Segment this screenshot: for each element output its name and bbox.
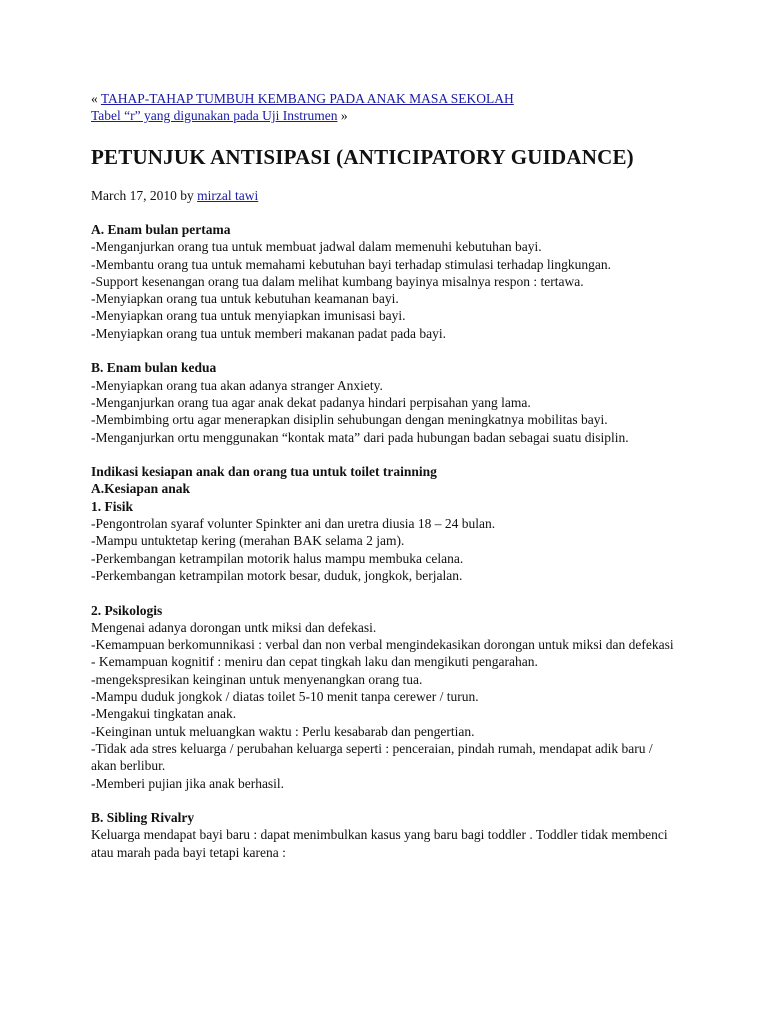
section-toilet-training	[91, 463, 681, 584]
paragraph: Keluarga mendapat bayi baru : dapat menimbulkan kasus yang baru bagi toddler . Toddler tidak membenci atau marah pada bayi tetapi karena :	[91, 827, 668, 860]
section-heading: B. Sibling Rivalry	[91, 810, 195, 826]
list-item: -Menganjurkan orang tua untuk membuat jadwal dalam memenuhi kebutuhan bayi.	[91, 239, 542, 255]
section-sibling-rivalry	[91, 809, 681, 861]
section-heading: 2. Psikologis	[91, 602, 163, 618]
subsection-heading: A.Kesiapan anak	[91, 481, 191, 497]
post-title: PETUNJUK ANTISIPASI (ANTICIPATORY GUIDANCE)	[91, 145, 634, 169]
list-item: -Perkembangan ketrampilan motorik halus mampu membuka celana.	[91, 550, 464, 566]
section-heading: B. Enam bulan kedua	[91, 360, 217, 376]
list-item: Mengenai adanya dorongan untk miksi dan defekasi.	[91, 619, 377, 635]
post-date: March 17, 2010 by	[91, 188, 198, 203]
prev-arrow: «	[91, 91, 101, 106]
list-item: -Kemampuan berkomunnikasi : verbal dan non verbal mengindekasikan dorongan untuk miksi dan defekasi	[91, 637, 674, 653]
list-item: -Menyiapkan orang tua untuk kebutuhan keamanan bayi.	[91, 291, 399, 307]
post-meta	[91, 187, 258, 204]
list-item: -Mampu duduk jongkok / diatas toilet 5-10 menit tanpa cerewer / turun.	[91, 689, 479, 705]
list-item: -Menyiapkan orang tua untuk menyiapkan imunisasi bayi.	[91, 308, 406, 324]
subsection-heading: 1. Fisik	[91, 498, 134, 514]
list-item: -Menganjurkan ortu menggunakan “kontak mata” dari pada hubungan badan sebagai suatu disiplin.	[91, 429, 629, 445]
section-enam-bulan-kedua	[91, 359, 681, 445]
section-heading: A. Enam bulan pertama	[91, 222, 231, 237]
next-arrow: »	[337, 108, 348, 123]
next-post-row	[91, 107, 681, 124]
list-item: -Menyiapkan orang tua akan adanya stranger Anxiety.	[91, 377, 383, 393]
post-navigation	[91, 90, 681, 124]
list-item: -mengekspresikan keinginan untuk menyenangkan orang tua.	[91, 671, 423, 687]
section-enam-bulan-pertama	[91, 221, 681, 342]
list-item: -Mengakui tingkatan anak.	[91, 706, 237, 722]
list-item: -Menganjurkan orang tua agar anak dekat padanya hindari perpisahan yang lama.	[91, 394, 531, 410]
list-item: -Keinginan untuk meluangkan waktu : Perlu kesabarab dan pengertian.	[91, 723, 475, 739]
prev-post-row	[91, 90, 681, 107]
list-item: -Membantu orang tua untuk memahami kebutuhan bayi terhadap stimulasi terhadap lingkungan.	[91, 256, 611, 272]
list-item: -Tidak ada stres keluarga / perubahan keluarga seperti : penceraian, pindah rumah, mendapat adik baru / akan berlibur.	[91, 740, 653, 774]
list-item: -Perkembangan ketrampilan motork besar, duduk, jongkok, berjalan.	[91, 567, 463, 583]
list-item: -Menyiapkan orang tua untuk memberi makanan padat pada bayi.	[91, 325, 447, 341]
author-link[interactable]: mirzal tawi	[197, 188, 259, 203]
list-item: -Mampu untuktetap kering (merahan BAK selama 2 jam).	[91, 533, 405, 549]
next-post-link[interactable]: Tabel “r” yang digunakan pada Uji Instrumen	[91, 108, 338, 123]
section-heading: Indikasi kesiapan anak dan orang tua untuk toilet trainning	[91, 464, 437, 480]
prev-post-link[interactable]: TAHAP-TAHAP TUMBUH KEMBANG PADA ANAK MASA SEKOLAH	[100, 91, 514, 106]
list-item: -Memberi pujian jika anak berhasil.	[91, 775, 285, 791]
list-item: -Pengontrolan syaraf volunter Spinkter ani dan uretra diusia 18 – 24 bulan.	[91, 516, 496, 532]
list-item: - Kemampuan kognitif : meniru dan cepat tingkah laku dan mengikuti pengarahan.	[91, 654, 538, 670]
list-item: -Support kesenangan orang tua dalam melihat kumbang bayinya misalnya respon : tertawa.	[91, 273, 584, 289]
list-item: -Membimbing ortu agar menerapkan disiplin sehubungan dengan meningkatnya mobilitas bayi.	[91, 412, 608, 428]
post-content	[91, 221, 681, 878]
section-psikologis	[91, 602, 681, 792]
